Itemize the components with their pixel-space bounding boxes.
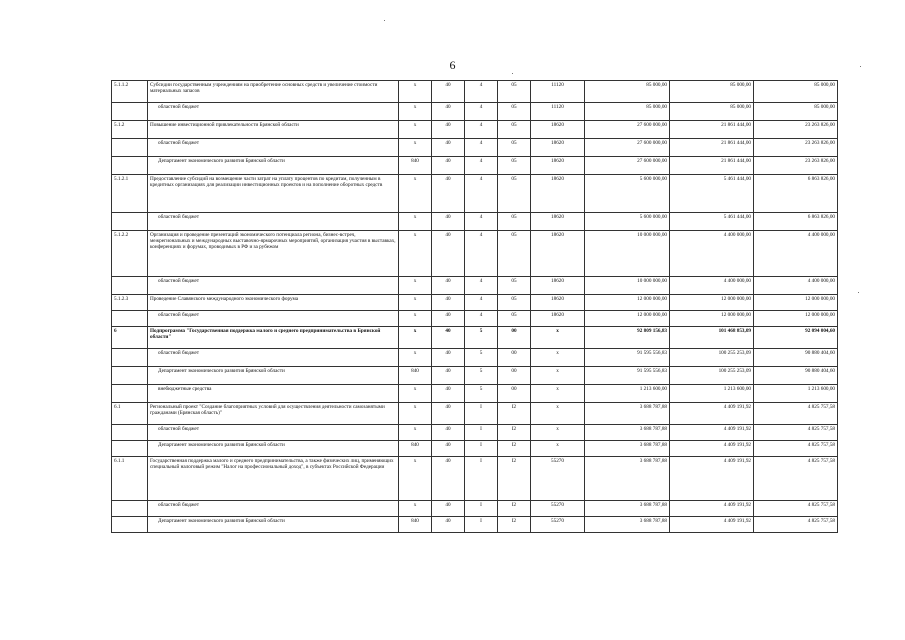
amount-year3-cell: 4 825 757,58: [754, 517, 838, 533]
row-number-cell: 5.1.2.1: [112, 175, 148, 213]
code-direction-cell: 18620: [531, 139, 585, 157]
code-grbs-cell: х: [399, 501, 432, 517]
code-event-cell: I2: [498, 425, 531, 441]
code-program-cell: 40: [432, 457, 465, 501]
row-name-cell: внебюджетные средства: [148, 385, 399, 403]
code-direction-cell: 11120: [531, 103, 585, 121]
amount-year2-cell: 101 468 853,09: [670, 327, 754, 349]
amount-year2-cell: 4 400 000,00: [670, 231, 754, 277]
amount-year1-cell: 85 000,00: [585, 81, 670, 103]
code-event-cell: 00: [498, 385, 531, 403]
code-direction-cell: х: [531, 385, 585, 403]
table-row: [112, 441, 838, 457]
row-number-cell: [112, 277, 148, 295]
amount-year3-cell: 4 825 757,58: [754, 457, 838, 501]
code-event-cell: 05: [498, 231, 531, 277]
code-subprogram-cell: 4: [465, 81, 498, 103]
code-direction-cell: х: [531, 425, 585, 441]
amount-year3-cell: 90 880 404,60: [754, 349, 838, 367]
amount-year1-cell: 85 000,00: [585, 103, 670, 121]
code-grbs-cell: х: [399, 103, 432, 121]
code-event-cell: 05: [498, 157, 531, 175]
amount-year1-cell: 27 600 000,00: [585, 121, 670, 139]
code-program-cell: 40: [432, 501, 465, 517]
amount-year2-cell: 85 000,00: [670, 81, 754, 103]
table-row: [112, 121, 838, 139]
code-direction-cell: 18620: [531, 175, 585, 213]
code-grbs-cell: 840: [399, 157, 432, 175]
code-direction-cell: х: [531, 403, 585, 425]
row-name-cell: Повышение инвестиционной привлекательности Брянской области: [148, 121, 399, 139]
code-subprogram-cell: 4: [465, 311, 498, 327]
code-direction-cell: х: [531, 441, 585, 457]
code-program-cell: 40: [432, 425, 465, 441]
code-grbs-cell: 840: [399, 441, 432, 457]
amount-year1-cell: 3 688 787,88: [585, 425, 670, 441]
amount-year3-cell: 4 825 757,58: [754, 441, 838, 457]
code-event-cell: I2: [498, 457, 531, 501]
code-grbs-cell: 840: [399, 517, 432, 533]
row-name-cell: Департамент экономического развития Брянской области: [148, 517, 399, 533]
row-number-cell: 5.1.2: [112, 121, 148, 139]
amount-year3-cell: 6 863 826,00: [754, 213, 838, 231]
code-program-cell: 40: [432, 103, 465, 121]
amount-year1-cell: 3 688 787,88: [585, 501, 670, 517]
code-program-cell: 40: [432, 121, 465, 139]
row-number-cell: 6.1.1: [112, 457, 148, 501]
amount-year2-cell: 4 409 191,92: [670, 517, 754, 533]
code-program-cell: 40: [432, 277, 465, 295]
table-row: [112, 81, 838, 103]
amount-year3-cell: 6 863 826,00: [754, 175, 838, 213]
code-subprogram-cell: 4: [465, 121, 498, 139]
row-number-cell: 6.1: [112, 403, 148, 425]
code-subprogram-cell: 4: [465, 277, 498, 295]
amount-year3-cell: 4 825 757,58: [754, 425, 838, 441]
code-program-cell: 40: [432, 157, 465, 175]
code-subprogram-cell: 4: [465, 157, 498, 175]
amount-year2-cell: 85 000,00: [670, 103, 754, 121]
amount-year3-cell: 12 000 000,00: [754, 295, 838, 311]
amount-year1-cell: 91 595 556,83: [585, 349, 670, 367]
table-row: [112, 501, 838, 517]
table-row: [112, 139, 838, 157]
row-number-cell: [112, 517, 148, 533]
table-body: [112, 81, 838, 533]
amount-year1-cell: 3 688 787,88: [585, 457, 670, 501]
code-subprogram-cell: 5: [465, 367, 498, 385]
amount-year2-cell: 4 409 191,92: [670, 457, 754, 501]
amount-year2-cell: 4 400 000,00: [670, 277, 754, 295]
code-event-cell: 05: [498, 213, 531, 231]
amount-year3-cell: 23 263 826,00: [754, 157, 838, 175]
code-program-cell: 40: [432, 295, 465, 311]
code-event-cell: 05: [498, 81, 531, 103]
code-program-cell: 40: [432, 367, 465, 385]
code-direction-cell: 18620: [531, 213, 585, 231]
code-subprogram-cell: I: [465, 457, 498, 501]
code-direction-cell: 18620: [531, 121, 585, 139]
table-row: [112, 367, 838, 385]
code-grbs-cell: х: [399, 139, 432, 157]
code-grbs-cell: х: [399, 425, 432, 441]
code-event-cell: 05: [498, 121, 531, 139]
code-program-cell: 40: [432, 231, 465, 277]
code-program-cell: 40: [432, 327, 465, 349]
row-name-cell: Проведение Славянского международного экономического форума: [148, 295, 399, 311]
code-direction-cell: х: [531, 349, 585, 367]
code-program-cell: 40: [432, 441, 465, 457]
amount-year1-cell: 5 600 000,00: [585, 175, 670, 213]
amount-year3-cell: 23 263 826,00: [754, 121, 838, 139]
table-row: [112, 277, 838, 295]
code-subprogram-cell: I: [465, 403, 498, 425]
row-name-cell: Организация и проведение презентаций экономического потенциала региона, бизнес-встреч, межрегиональных и международных выставочно-ярмарочных мероприятий, организация участия в выставках, конференциях и форумах, проводимых в РФ и за рубежом: [148, 231, 399, 277]
amount-year2-cell: 100 255 253,09: [670, 349, 754, 367]
amount-year3-cell: 4 400 000,00: [754, 277, 838, 295]
row-number-cell: [112, 501, 148, 517]
code-direction-cell: 18620: [531, 277, 585, 295]
amount-year2-cell: 21 861 444,00: [670, 121, 754, 139]
row-name-cell: областной бюджет: [148, 277, 399, 295]
table-row: [112, 327, 838, 349]
amount-year3-cell: 1 213 600,00: [754, 385, 838, 403]
code-subprogram-cell: 5: [465, 385, 498, 403]
code-grbs-cell: х: [399, 81, 432, 103]
row-name-cell: Региональный проект "Создание благоприятных условий для осуществления деятельности самозанятыми гражданами (Брянская область)": [148, 403, 399, 425]
amount-year1-cell: 1 213 600,00: [585, 385, 670, 403]
amount-year2-cell: 1 213 600,00: [670, 385, 754, 403]
amount-year3-cell: 23 263 826,00: [754, 139, 838, 157]
code-event-cell: I2: [498, 501, 531, 517]
row-name-cell: областной бюджет: [148, 311, 399, 327]
code-direction-cell: 11120: [531, 81, 585, 103]
code-direction-cell: х: [531, 327, 585, 349]
amount-year2-cell: 4 409 191,92: [670, 403, 754, 425]
table-row: [112, 385, 838, 403]
code-subprogram-cell: 4: [465, 213, 498, 231]
code-grbs-cell: 840: [399, 367, 432, 385]
amount-year3-cell: 90 880 404,60: [754, 367, 838, 385]
row-name-cell: Предоставление субсидий на возмещение части затрат на уплату процентов по кредитам, полученным в кредитных организациях для реализации инвестиционных проектов и на пополнение оборотных средств: [148, 175, 399, 213]
amount-year2-cell: 4 409 191,92: [670, 501, 754, 517]
code-program-cell: 40: [432, 175, 465, 213]
amount-year2-cell: 5 461 444,00: [670, 175, 754, 213]
amount-year3-cell: 85 000,00: [754, 103, 838, 121]
code-grbs-cell: х: [399, 175, 432, 213]
code-event-cell: 00: [498, 327, 531, 349]
code-subprogram-cell: 4: [465, 231, 498, 277]
row-name-cell: областной бюджет: [148, 501, 399, 517]
row-name-cell: Подпрограмма "Государственная поддержка малого и среднего предпринимательства в Брянской области": [148, 327, 399, 349]
table-row: [112, 295, 838, 311]
amount-year1-cell: 3 688 787,88: [585, 441, 670, 457]
row-number-cell: [112, 425, 148, 441]
row-number-cell: [112, 349, 148, 367]
code-event-cell: 05: [498, 103, 531, 121]
amount-year1-cell: 5 600 000,00: [585, 213, 670, 231]
table-row: [112, 349, 838, 367]
table-row: [112, 517, 838, 533]
code-subprogram-cell: 4: [465, 295, 498, 311]
row-name-cell: областной бюджет: [148, 103, 399, 121]
code-direction-cell: 18620: [531, 231, 585, 277]
budget-table: [111, 80, 838, 533]
row-number-cell: [112, 213, 148, 231]
amount-year3-cell: 12 000 000,00: [754, 311, 838, 327]
row-number-cell: 5.1.2.2: [112, 231, 148, 277]
table-row: [112, 175, 838, 213]
row-number-cell: [112, 311, 148, 327]
row-number-cell: [112, 139, 148, 157]
code-program-cell: 40: [432, 311, 465, 327]
code-program-cell: 40: [432, 81, 465, 103]
code-subprogram-cell: I: [465, 501, 498, 517]
amount-year1-cell: 27 600 000,00: [585, 157, 670, 175]
amount-year1-cell: 10 000 000,00: [585, 231, 670, 277]
row-name-cell: областной бюджет: [148, 425, 399, 441]
table-row: [112, 311, 838, 327]
table-row: [112, 403, 838, 425]
code-grbs-cell: х: [399, 327, 432, 349]
amount-year1-cell: 10 000 000,00: [585, 277, 670, 295]
row-name-cell: Департамент экономического развития Брянской области: [148, 157, 399, 175]
amount-year3-cell: 4 825 757,58: [754, 403, 838, 425]
table-row: [112, 103, 838, 121]
row-name-cell: областной бюджет: [148, 349, 399, 367]
row-name-cell: Департамент экономического развития Брянской области: [148, 367, 399, 385]
code-event-cell: 05: [498, 175, 531, 213]
code-event-cell: 05: [498, 277, 531, 295]
amount-year3-cell: 4 825 757,58: [754, 501, 838, 517]
amount-year1-cell: 12 000 000,00: [585, 295, 670, 311]
code-direction-cell: 55270: [531, 457, 585, 501]
amount-year1-cell: 92 809 156,83: [585, 327, 670, 349]
amount-year2-cell: 21 861 444,00: [670, 139, 754, 157]
row-number-cell: 5.1.2.3: [112, 295, 148, 311]
amount-year1-cell: 12 000 000,00: [585, 311, 670, 327]
code-program-cell: 40: [432, 403, 465, 425]
row-number-cell: 6: [112, 327, 148, 349]
row-number-cell: [112, 441, 148, 457]
table-row: [112, 213, 838, 231]
amount-year3-cell: 92 094 004,60: [754, 327, 838, 349]
code-grbs-cell: х: [399, 277, 432, 295]
code-direction-cell: 55270: [531, 501, 585, 517]
code-grbs-cell: х: [399, 385, 432, 403]
code-direction-cell: 18620: [531, 311, 585, 327]
code-subprogram-cell: 4: [465, 175, 498, 213]
amount-year2-cell: 12 000 000,00: [670, 295, 754, 311]
code-event-cell: I2: [498, 517, 531, 533]
code-grbs-cell: х: [399, 349, 432, 367]
code-program-cell: 40: [432, 385, 465, 403]
table-row: [112, 231, 838, 277]
code-event-cell: 00: [498, 349, 531, 367]
table-row: [112, 425, 838, 441]
table-row: [112, 457, 838, 501]
page-number: 6: [449, 58, 456, 72]
budget-table-wrapper: [111, 80, 837, 533]
code-subprogram-cell: 5: [465, 327, 498, 349]
amount-year1-cell: 3 688 787,88: [585, 517, 670, 533]
amount-year2-cell: 5 461 444,00: [670, 213, 754, 231]
row-name-cell: Департамент экономического развития Брянской области: [148, 441, 399, 457]
amount-year2-cell: 100 255 253,09: [670, 367, 754, 385]
table-row: [112, 157, 838, 175]
amount-year2-cell: 4 409 191,92: [670, 425, 754, 441]
amount-year2-cell: 21 861 444,00: [670, 157, 754, 175]
row-name-cell: Государственная поддержка малого и среднего предпринимательства, а также физических лиц, применяющих специальный налоговый режим "Налог на профессиональный доход", в субъектах Российской Федерации: [148, 457, 399, 501]
code-grbs-cell: х: [399, 121, 432, 139]
code-direction-cell: 55270: [531, 517, 585, 533]
code-subprogram-cell: 4: [465, 103, 498, 121]
code-grbs-cell: х: [399, 231, 432, 277]
code-event-cell: I2: [498, 441, 531, 457]
amount-year1-cell: 27 600 000,00: [585, 139, 670, 157]
amount-year1-cell: 3 688 787,88: [585, 403, 670, 425]
code-direction-cell: х: [531, 367, 585, 385]
code-grbs-cell: х: [399, 213, 432, 231]
row-name-cell: областной бюджет: [148, 139, 399, 157]
row-number-cell: [112, 157, 148, 175]
code-program-cell: 40: [432, 213, 465, 231]
code-subprogram-cell: I: [465, 441, 498, 457]
amount-year2-cell: 4 409 191,92: [670, 441, 754, 457]
row-name-cell: Субсидии государственным учреждениям на приобретение основных средств и увеличение стоимости материальных запасов: [148, 81, 399, 103]
row-name-cell: областной бюджет: [148, 213, 399, 231]
code-direction-cell: 18620: [531, 295, 585, 311]
code-direction-cell: 18620: [531, 157, 585, 175]
row-number-cell: [112, 103, 148, 121]
amount-year3-cell: 85 000,00: [754, 81, 838, 103]
row-number-cell: [112, 385, 148, 403]
row-number-cell: [112, 367, 148, 385]
code-program-cell: 40: [432, 139, 465, 157]
code-grbs-cell: х: [399, 311, 432, 327]
amount-year1-cell: 91 595 556,83: [585, 367, 670, 385]
code-event-cell: 05: [498, 311, 531, 327]
code-grbs-cell: х: [399, 403, 432, 425]
code-subprogram-cell: I: [465, 517, 498, 533]
code-event-cell: I2: [498, 403, 531, 425]
code-event-cell: 05: [498, 139, 531, 157]
code-subprogram-cell: 4: [465, 139, 498, 157]
code-subprogram-cell: I: [465, 425, 498, 441]
code-grbs-cell: х: [399, 457, 432, 501]
row-number-cell: 5.1.1.2: [112, 81, 148, 103]
code-program-cell: 40: [432, 349, 465, 367]
amount-year3-cell: 4 400 000,00: [754, 231, 838, 277]
code-program-cell: 40: [432, 517, 465, 533]
amount-year2-cell: 12 000 000,00: [670, 311, 754, 327]
code-event-cell: 05: [498, 295, 531, 311]
code-grbs-cell: х: [399, 295, 432, 311]
code-event-cell: 00: [498, 367, 531, 385]
code-subprogram-cell: 5: [465, 349, 498, 367]
